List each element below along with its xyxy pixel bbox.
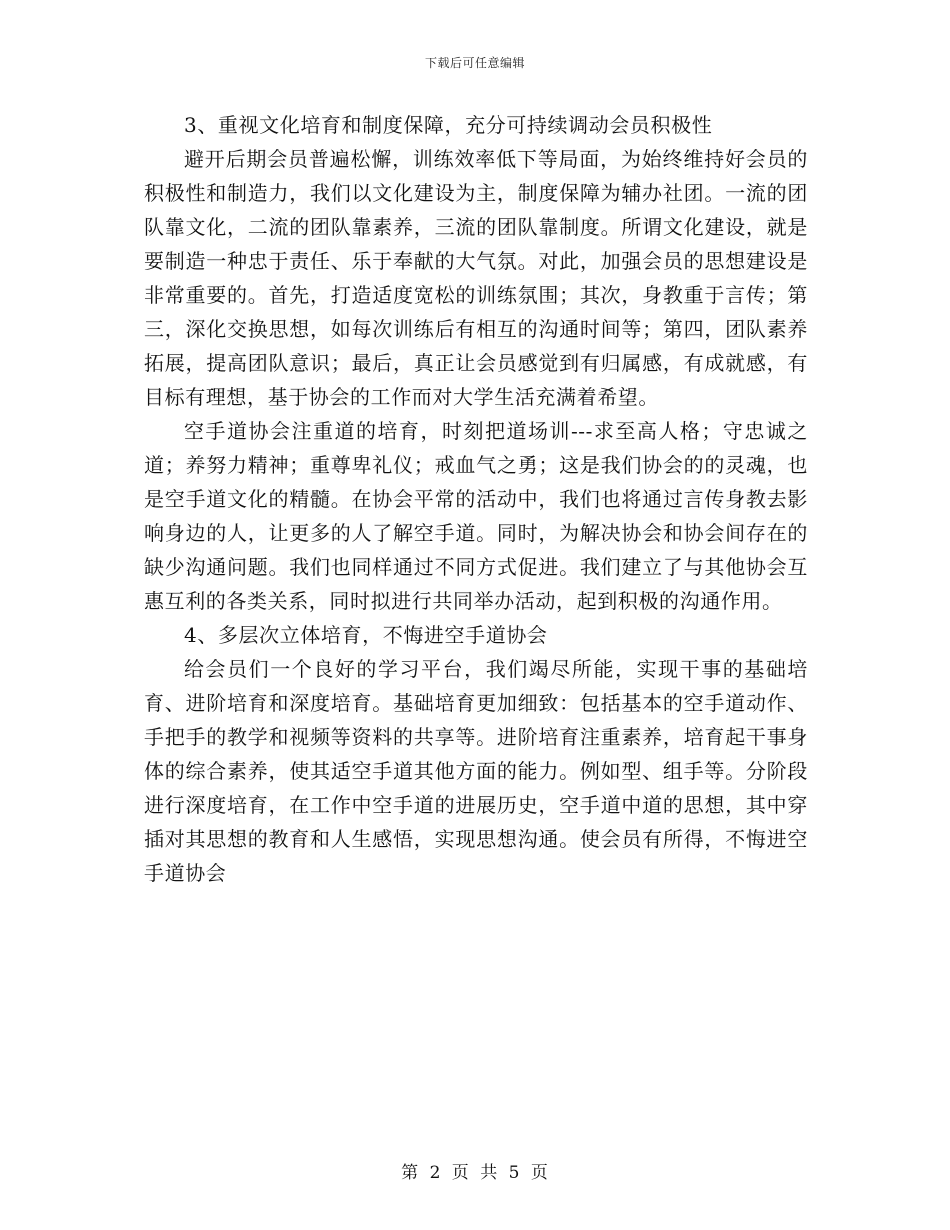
paragraph-culture-building: 避开后期会员普遍松懈，训练效率低下等局面，为始终维持好会员的积极性和制造力，我们以文化建设为主，制度保障为辅办社团。一流的团队靠文化，二流的团队靠素养，三流的团队靠制度。所谓文化建设，就是要制造一种忠于责任、乐于奉献的大气氛。对此，加强会员的思想建设是非常重要的。首先，打造适度宽松的训练氛围；其次，身教重于言传；第三，深化交换思想，如每次训练后有相互的沟通时间等；第四，团队素养拓展，提高团队意识；最后，真正让会员感觉到有归属感，有成就感，有目标有理想，基于协会的工作而对大学生活充满着希望。 (144, 147, 808, 409)
page-header-note: 下载后可任意编辑 (424, 56, 525, 70)
page-number-footer: 第 2 页 共 5 页 (401, 1163, 549, 1183)
paragraph-karate-dojo-kun: 空手道协会注重道的培育，时刻把道场训---求至高人格；守忠诚之道；养努力精神；重尊卑礼仪；戒血气之勇；这是我们协会的的灵魂，也是空手道文化的精髓。在协会平常的活动中，我们也将通过言传身教去影响身边的人，让更多的人了解空手道。同时，为解决协会和协会间存在的缺少沟通问题。我们也同样通过不同方式促进。我们建立了与其他协会互惠互利的各类关系，同时拟进行共同举办活动，起到积极的沟通作用。 (144, 419, 808, 613)
heading-section-3: 3、重视文化培育和制度保障，充分可持续调动会员积极性 (184, 113, 713, 137)
paragraph-multilevel-training: 给会员们一个良好的学习平台，我们竭尽所能，实现干事的基础培育、进阶培育和深度培育。基础培育更加细致：包括基本的空手道动作、手把手的教学和视频等资料的共享等。进阶培育注重素养，培育起干事身体的综合素养，使其适空手道其他方面的能力。例如型、组手等。分阶段进行深度培育，在工作中空手道的进展历史，空手道中道的思想，其中穿插对其思想的教育和人生感悟，实现思想沟通。使会员有所得，不悔进空手道协会 (144, 657, 808, 885)
document-body (144, 108, 808, 890)
heading-section-4: 4、多层次立体培育，不悔进空手道协会 (184, 623, 548, 647)
